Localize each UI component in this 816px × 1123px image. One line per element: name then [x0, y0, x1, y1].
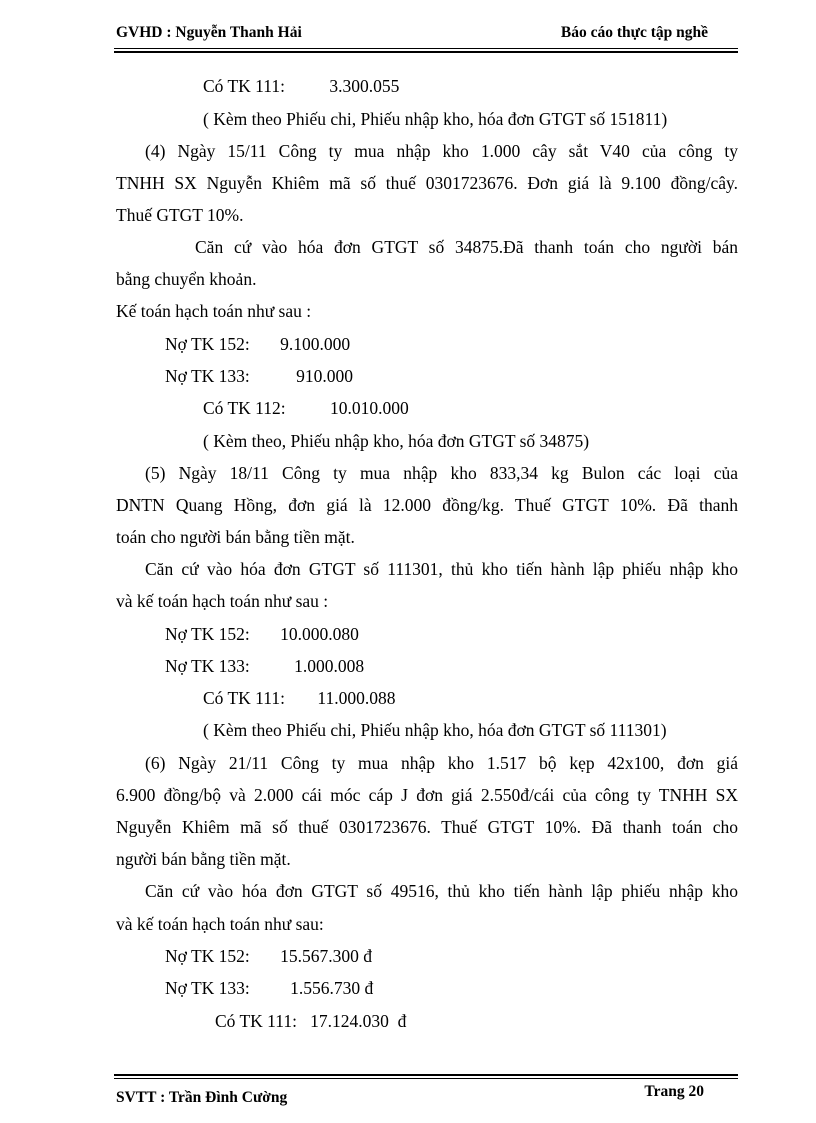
- account-label: Nợ TK 133:: [165, 978, 250, 998]
- paragraph-line: (4) Ngày 15/11 Công ty mua nhập kho 1.000 cây sắt V40 của công ty: [145, 141, 738, 161]
- amount: 10.010.000: [330, 398, 409, 418]
- paragraph-line: (6) Ngày 21/11 Công ty mua nhập kho 1.517 bộ kẹp 42x100, đơn giá: [145, 753, 738, 773]
- account-label: Có TK 112:: [203, 398, 286, 418]
- debit-line: [165, 977, 373, 999]
- account-label: Nợ TK 133:: [165, 656, 250, 676]
- account-label: Có TK 111:: [203, 688, 285, 708]
- amount: 1.000.008: [294, 656, 365, 676]
- amount: 3.300.055: [329, 76, 400, 96]
- footer-rule-thin: [114, 1078, 738, 1079]
- credit-line: [203, 687, 395, 709]
- debit-line: [165, 365, 353, 387]
- paragraph-line: 6.900 đồng/bộ và 2.000 cái móc cáp J đơn giá 2.550đ/cái của công ty TNHH SX: [116, 785, 738, 805]
- account-label: Nợ TK 152:: [165, 334, 250, 354]
- credit-line: [203, 397, 409, 419]
- header-rule-thick: [114, 51, 738, 53]
- debit-line: [165, 333, 350, 355]
- paragraph-line: và kế toán hạch toán như sau :: [116, 591, 329, 611]
- paragraph-line: bằng chuyển khoản.: [116, 269, 257, 289]
- amount: 910.000: [296, 366, 354, 386]
- paragraph-line: Kế toán hạch toán như sau :: [116, 301, 312, 321]
- paragraph-line: người bán bằng tiền mặt.: [116, 849, 291, 869]
- account-label: Nợ TK 133:: [165, 366, 250, 386]
- page-number: Trang 20: [644, 1083, 704, 1100]
- account-label: Có TK 111:: [203, 76, 285, 96]
- amount: 15.567.300 đ: [280, 946, 373, 966]
- paragraph-line: TNHH SX Nguyễn Khiêm mã số thuế 0301723676. Đơn giá là 9.100 đồng/cây.: [116, 173, 738, 193]
- amount: 11.000.088: [317, 688, 396, 708]
- paragraph-line: toán cho người bán bằng tiền mặt.: [116, 527, 355, 547]
- header-instructor: GVHD : Nguyễn Thanh Hải: [116, 24, 302, 41]
- account-label: Nợ TK 152:: [165, 624, 250, 644]
- debit-line: [165, 623, 359, 645]
- header-rule-thin: [114, 48, 738, 49]
- credit-line: [203, 75, 399, 97]
- account-label: Nợ TK 152:: [165, 946, 250, 966]
- attachment-note: ( Kèm theo Phiếu chi, Phiếu nhập kho, hóa đơn GTGT số 111301): [203, 720, 667, 740]
- paragraph-line: Căn cứ vào hóa đơn GTGT số 34875.Đã thanh toán cho người bán: [195, 237, 738, 257]
- paragraph-line: DNTN Quang Hồng, đơn giá là 12.000 đồng/kg. Thuế GTGT 10%. Đã thanh: [116, 495, 738, 515]
- debit-line: [165, 655, 364, 677]
- paragraph-line: Căn cứ vào hóa đơn GTGT số 49516, thủ kho tiến hành lập phiếu nhập kho: [145, 881, 738, 901]
- paragraph-line: (5) Ngày 18/11 Công ty mua nhập kho 833,34 kg Bulon các loại của: [145, 463, 738, 483]
- paragraph-line: Thuế GTGT 10%.: [116, 205, 244, 225]
- footer-rule-thick: [114, 1074, 738, 1076]
- attachment-note: ( Kèm theo Phiếu chi, Phiếu nhập kho, hóa đơn GTGT số 151811): [203, 109, 668, 129]
- credit-line: Có TK 111: 17.124.030 đ: [215, 1011, 407, 1031]
- paragraph-line: Căn cứ vào hóa đơn GTGT số 111301, thủ kho tiến hành lập phiếu nhập kho: [145, 559, 738, 579]
- paragraph-line: và kế toán hạch toán như sau:: [116, 914, 324, 934]
- header-report-title: Báo cáo thực tập nghề: [560, 24, 708, 41]
- attachment-note: ( Kèm theo, Phiếu nhập kho, hóa đơn GTGT số 34875): [203, 431, 590, 451]
- debit-line: [165, 945, 372, 967]
- amount: 10.000.080: [280, 624, 359, 644]
- paragraph-line: Nguyễn Khiêm mã số thuế 0301723676. Thuế GTGT 10%. Đã thanh toán cho: [116, 817, 738, 837]
- amount: 9.100.000: [280, 334, 351, 354]
- page-header: [116, 24, 738, 46]
- page-footer: [116, 1083, 704, 1106]
- footer-student: SVTT : Trần Đình Cường: [116, 1089, 288, 1106]
- amount: 1.556.730 đ: [290, 978, 374, 998]
